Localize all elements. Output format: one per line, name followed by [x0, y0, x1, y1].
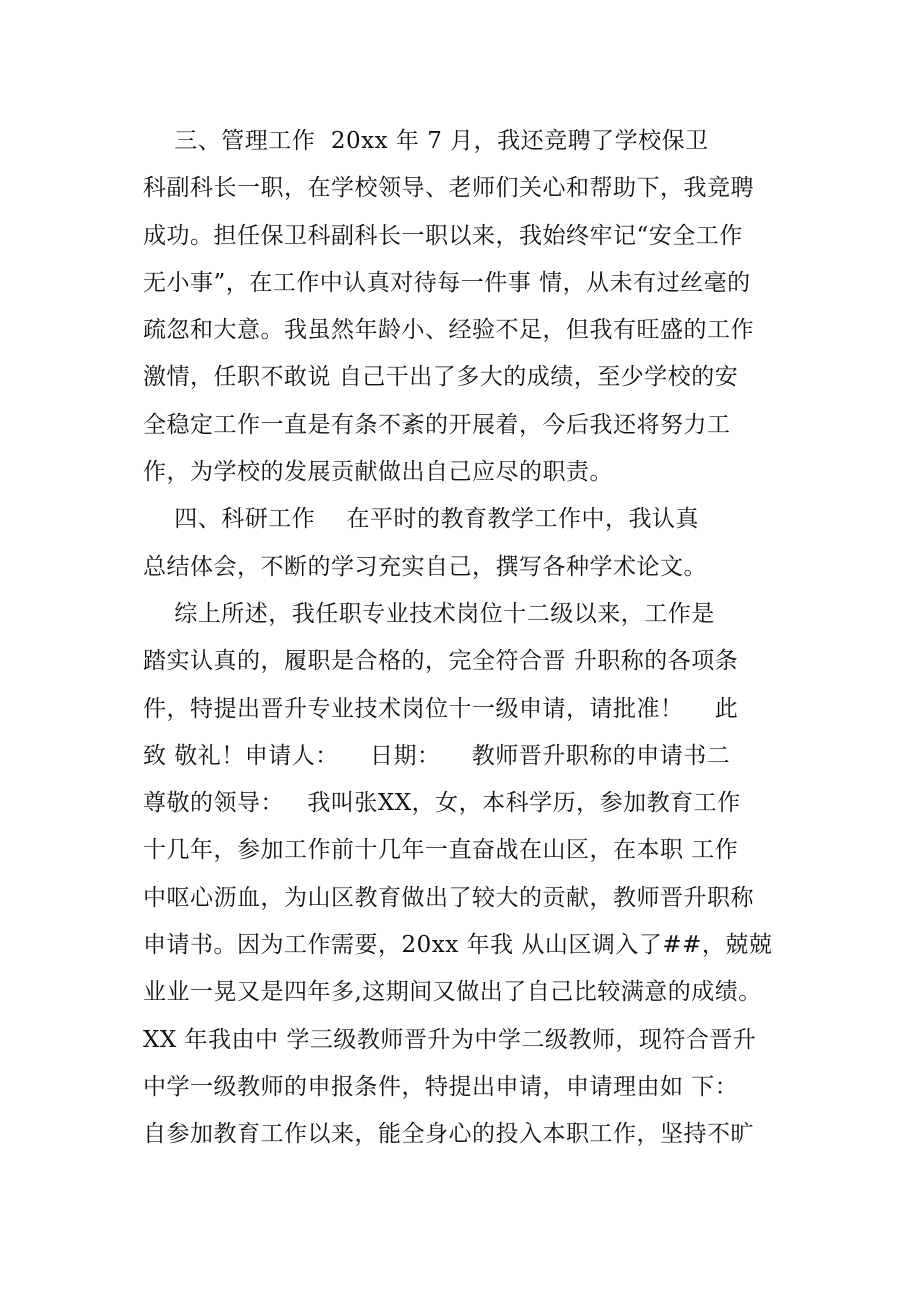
text-line: 作，为学校的发展贡献做出自己应尽的职责。 [143, 459, 613, 486]
text-line: 中呕心沥血，为山区教育做出了较大的贡献，教师晋升职称 [143, 884, 754, 911]
text-line: 全稳定工作一直是有条不紊的开展着，今后我还将努力工 [143, 411, 731, 438]
text-line: 综上所述，我任职专业技术岗位十二级以来，工作是 [143, 600, 715, 627]
body-text [143, 118, 793, 1159]
text-line: XX 年我由中 学三级教师晋升为中学二级教师，现符合晋升 [143, 1026, 757, 1053]
text-line: 中学一级教师的申报条件，特提出申请，申请理由如 下： [143, 1073, 739, 1100]
text-line: 申请书。因为工作需要，20xx 年我 从山区调入了##，兢兢 [143, 932, 773, 959]
text-line: 科副科长一职，在学校领导、老师们关心和帮助下，我竞聘 [143, 175, 754, 202]
text-line: 业业一晃又是四年多,这期间又做出了自己比较满意的成绩。 [143, 979, 762, 1006]
text-line: 件，特提出晋升专业技术岗位十一级申请，请批准！ 此 [143, 695, 739, 722]
text-line: 踏实认真的，履职是合格的，完全符合晋 升职称的各项条 [143, 648, 739, 675]
text-line: 致 敬礼！申请人： 日期： 教师晋升职称的申请书二 [143, 742, 731, 769]
text-line: 成功。担任保卫科副科长一职以来，我始终牢记“安全工作 [143, 222, 743, 249]
text-line: 疏忽和大意。我虽然年龄小、经验不足，但我有旺盛的工作 [143, 317, 754, 344]
text-line: 四、科研工作 在平时的教育教学工作中，我认真 [143, 506, 699, 533]
text-line: 尊敬的领导： 我叫张XX，女，本科学历，参加教育工作 [143, 790, 741, 817]
text-line: 十几年，参加工作前十几年一直奋战在山区，在本职 工作 [143, 837, 739, 864]
text-line: 无小事”，在工作中认真对待每一件事 情，从未有过丝毫的 [143, 269, 751, 296]
text-line: 总结体会，不断的学习充实自己，撰写各种学术论文。 [143, 553, 707, 580]
text-line: 激情，任职不敢说 自己干出了多大的成绩，至少学校的安 [143, 364, 739, 391]
text-line: 三、管理工作 20xx 年 7 月，我还竞聘了学校保卫 [143, 128, 709, 154]
text-line: 自参加教育工作以来，能全身心的投入本职工作，坚持不旷 [143, 1121, 754, 1148]
